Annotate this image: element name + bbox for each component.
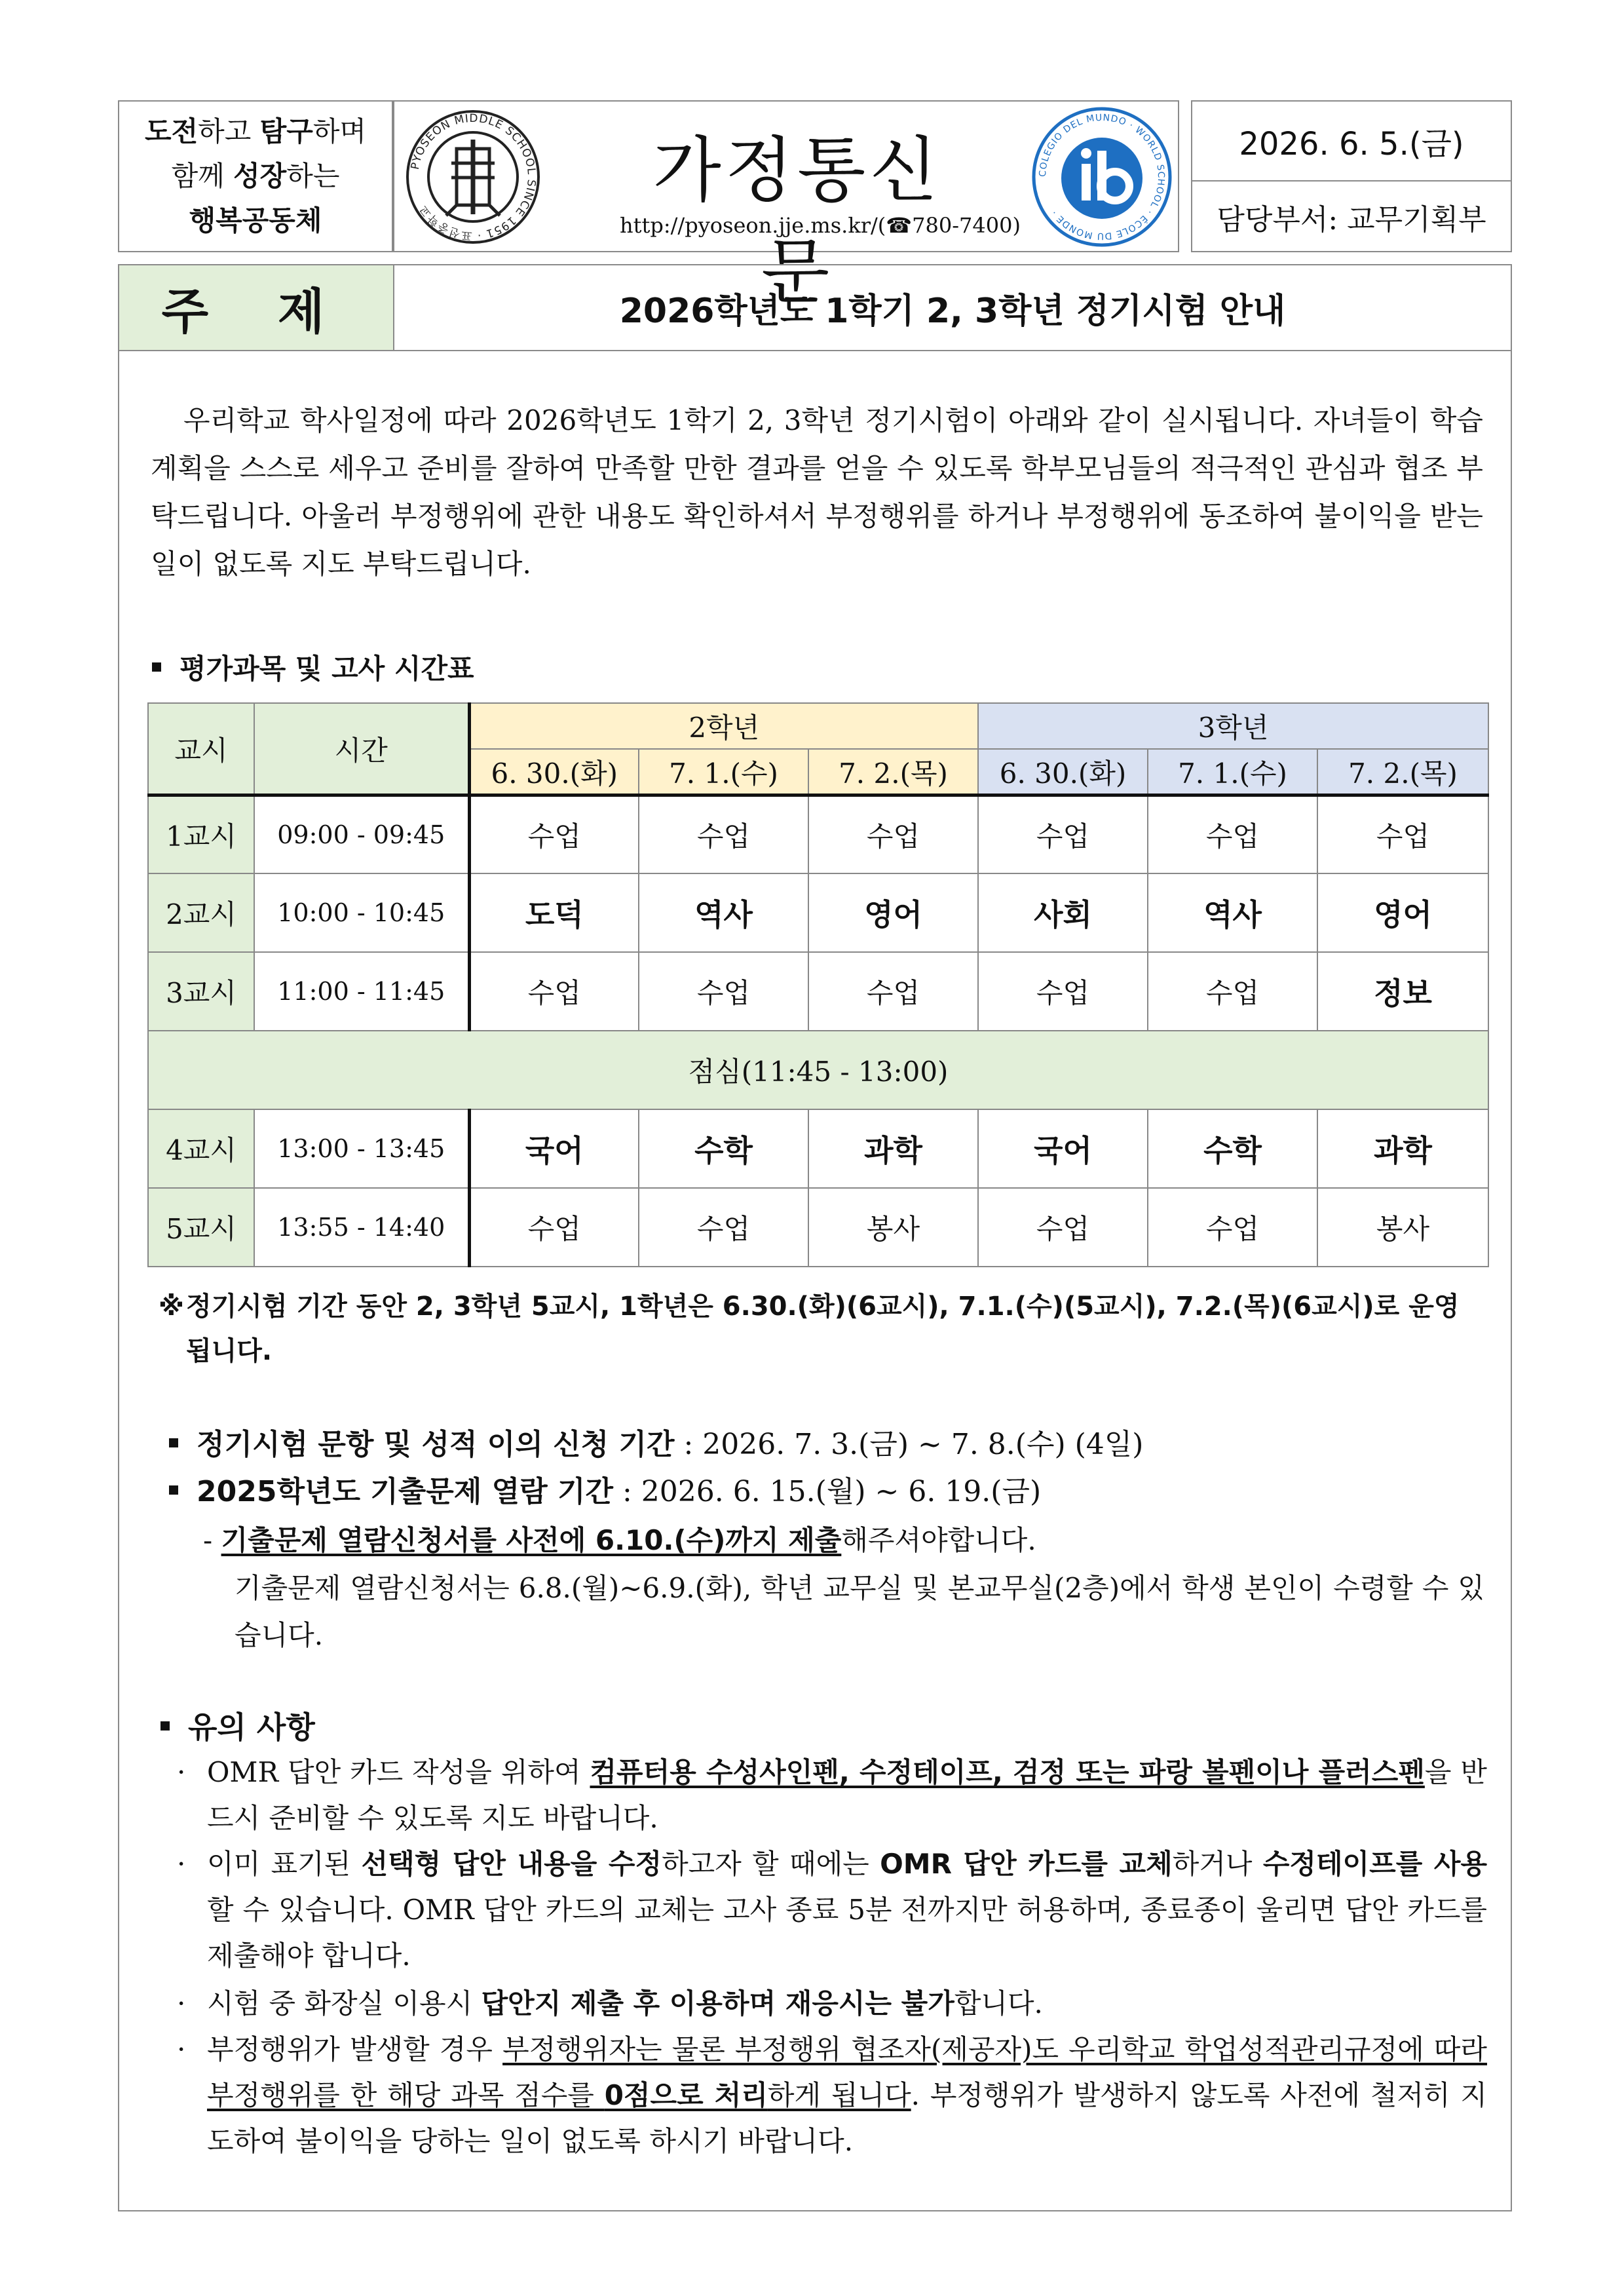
- past-exam-period: 2025학년도 기출문제 열람 기간 : 2026. 6. 15.(월) ~ 6. 19.(금): [169, 1468, 1041, 1510]
- middle-dot-icon: ·: [177, 1848, 186, 1880]
- square-bullet-icon: [169, 1438, 178, 1447]
- period-cell: 4교시: [148, 1109, 254, 1188]
- date-header: 6. 30.(화): [469, 749, 639, 795]
- motto-line-3: 행복공동체: [189, 204, 322, 237]
- exam-cell: 수업: [469, 952, 639, 1031]
- caution-item: · OMR 답안 카드 작성을 위하여 컴퓨터용 수성사인펜, 수정테이프, 검정 또는 파랑 볼펜이나 플러스펜을 반드시 준비할 수 있도록 지도 바랍니다.: [177, 1750, 1487, 1841]
- exam-cell: 수업: [469, 795, 639, 874]
- middle-dot-icon: ·: [177, 2033, 186, 2065]
- grade2-header: 2학년: [469, 703, 978, 749]
- exam-subject-cell: 수학: [1148, 1109, 1317, 1188]
- past-exam-request-note: - 기출문제 열람신청서를 사전에 6.10.(수)까지 제출해주셔야합니다.: [203, 1524, 1036, 1556]
- past-exam-form-info: 기출문제 열람신청서는 6.8.(월)~6.9.(화), 학년 교무실 및 본교무실(2층)에서 학생 본인이 수령할 수 있습니다.: [235, 1572, 1484, 1651]
- svg-text:COLEGIO DEL MUNDO · WORLD SCHO: COLEGIO DEL MUNDO · WORLD SCHOOL · ÉCOLE DU MONDE ·: [1037, 112, 1167, 242]
- appeal-period: 정기시험 문항 및 성적 이의 신청 기간 : 2026. 7. 3.(금) ~ 7. 8.(수) (4일): [169, 1421, 1143, 1463]
- exam-cell: 수업: [808, 952, 978, 1031]
- department: 담당부서: 교무기획부: [1217, 203, 1486, 237]
- exam-cell: 수업: [639, 1188, 808, 1267]
- exam-cell: 수업: [978, 795, 1148, 874]
- period-header: 교시: [148, 703, 254, 795]
- exam-cell: 수업: [469, 1188, 639, 1267]
- table-row: [148, 1188, 1488, 1267]
- exam-subject-cell: 국어: [978, 1109, 1148, 1188]
- subject-label: 주 제: [119, 265, 394, 351]
- table-row: [148, 952, 1488, 1031]
- caution-item: · 이미 표기된 선택형 답안 내용을 수정하고자 할 때에는 OMR 답안 카드를 교체하거나 수정테이프를 사용할 수 있습니다. OMR 답안 카드의 교체는 고사 종료 5분 전까지만 허용하며, 종료종이 울리면 답안 카드를 제출해야 합니다.: [177, 1841, 1487, 1979]
- table-row: [148, 873, 1488, 952]
- exam-cell: 수업: [639, 952, 808, 1031]
- date-header: 6. 30.(화): [978, 749, 1148, 795]
- table-row: [148, 1109, 1488, 1188]
- caution-item: · 시험 중 화장실 이용시 답안지 제출 후 이용하며 재응시는 불가합니다.: [177, 1981, 1487, 2027]
- lunch-row: [148, 1031, 1488, 1109]
- time-cell: 11:00 - 11:45: [254, 952, 469, 1031]
- date-box: [1191, 100, 1512, 252]
- motto-box: [118, 100, 393, 252]
- exam-subject-cell: 국어: [469, 1109, 639, 1188]
- exam-subject-cell: 과학: [1317, 1109, 1488, 1188]
- issue-date: 2026. 6. 5.(금): [1192, 102, 1511, 182]
- exam-subject-cell: 사회: [978, 873, 1148, 952]
- subject-title: 2026학년도 1학기 2, 3학년 정기시험 안내: [394, 265, 1511, 351]
- exam-cell: 수업: [1317, 795, 1488, 874]
- letter-title: 가정통신문: [652, 130, 942, 313]
- reference-mark-icon: ※: [159, 1292, 184, 1322]
- time-cell: 13:55 - 14:40: [254, 1188, 469, 1267]
- exam-subject-cell: 도덕: [469, 873, 639, 952]
- caution-item: · 부정행위가 발생할 경우 부정행위자는 물론 부정행위 협조자(제공자)도 우리학교 학업성적관리규정에 따라 부정행위를 한 해당 과목 점수를 0점으로 처리하게 됩니다. 부정행위가 발생하지 않도록 사전에 철저히 지도하여 불이익을 당하는 일이 없도록 하시기 바랍니다.: [177, 2027, 1487, 2164]
- time-cell: 13:00 - 13:45: [254, 1109, 469, 1188]
- period-cell: 2교시: [148, 873, 254, 952]
- time-header: 시간: [254, 703, 469, 795]
- square-bullet-icon: [161, 1721, 170, 1731]
- grade3-header: 3학년: [978, 703, 1488, 749]
- date-header: 7. 1.(수): [1148, 749, 1317, 795]
- middle-dot-icon: ·: [177, 1987, 186, 2019]
- exam-subject-cell: 과학: [808, 1109, 978, 1188]
- letter-title-box: [393, 100, 1179, 313]
- grade-header-row: [148, 703, 1488, 749]
- period-cell: 3교시: [148, 952, 254, 1031]
- date-header: 7. 2.(목): [1317, 749, 1488, 795]
- square-bullet-icon: [152, 662, 161, 672]
- time-cell: 10:00 - 10:45: [254, 873, 469, 952]
- exam-subject-cell: 영어: [1317, 873, 1488, 952]
- schedule-note: [159, 1284, 1484, 1373]
- square-bullet-icon: [169, 1485, 178, 1495]
- exam-subject-cell: 영어: [808, 873, 978, 952]
- exam-cell: 봉사: [1317, 1188, 1488, 1267]
- date-header: 7. 2.(목): [808, 749, 978, 795]
- period-cell: 1교시: [148, 795, 254, 874]
- exam-cell: 수업: [1148, 1188, 1317, 1267]
- cautions-heading: 유의 사항: [161, 1704, 315, 1747]
- svg-text:PYOSEON MIDDLE SCHOOL SINCE 19: PYOSEON MIDDLE SCHOOL SINCE 1951 · 표선중학교: [408, 111, 538, 242]
- schedule-heading: 평가과목 및 고사 시간표: [152, 647, 474, 687]
- exam-cell: 수업: [639, 795, 808, 874]
- exam-cell: 수업: [978, 1188, 1148, 1267]
- lunch-cell: 점심(11:45 - 13:00): [148, 1031, 1488, 1109]
- table-row: [148, 795, 1488, 874]
- exam-cell: 봉사: [808, 1188, 978, 1267]
- ib-world-school-logo-icon: [1030, 105, 1174, 249]
- motto-line-2: 함께 성장하는: [171, 160, 340, 192]
- exam-subject-cell: 수학: [639, 1109, 808, 1188]
- middle-dot-icon: ·: [177, 1756, 186, 1788]
- period-cell: 5교시: [148, 1188, 254, 1267]
- exam-subject-cell: 역사: [639, 873, 808, 952]
- school-logo-icon: [404, 108, 542, 246]
- time-cell: 09:00 - 09:45: [254, 795, 469, 874]
- exam-cell: 수업: [978, 952, 1148, 1031]
- exam-schedule-table: [147, 702, 1489, 1267]
- date-header: 7. 1.(수): [639, 749, 808, 795]
- exam-cell: 수업: [808, 795, 978, 874]
- schedule-note-text: 정기시험 기간 동안 2, 3학년 5교시, 1학년은 6.30.(화)(6교시), 7.1.(수)(5교시), 7.2.(목)(6교시)로 운영됩니다.: [186, 1292, 1460, 1366]
- motto-line-1: 도전하고 탐구하며: [145, 115, 366, 147]
- school-url: http://pyoseon.jje.ms.kr/(☎780-7400): [620, 213, 1021, 238]
- exam-subject-cell: 역사: [1148, 873, 1317, 952]
- intro-paragraph: 우리학교 학사일정에 따라 2026학년도 1학기 2, 3학년 정기시험이 아래와 같이 실시됩니다. 자녀들이 학습계획을 스스로 세우고 준비를 잘하여 만족할 만한 결과를 얻을 수 있도록 학부모님들의 적극적인 관심과 협조 부탁드립니다. 아울러 부정행위에 관한 내용도 확인하셔서 부정행위를 하거나 부정행위에 동조하여 불이익을 받는 일이 없도록 지도 부탁드립니다.: [151, 404, 1483, 580]
- exam-subject-cell: 정보: [1317, 952, 1488, 1031]
- exam-cell: 수업: [1148, 952, 1317, 1031]
- exam-cell: 수업: [1148, 795, 1317, 874]
